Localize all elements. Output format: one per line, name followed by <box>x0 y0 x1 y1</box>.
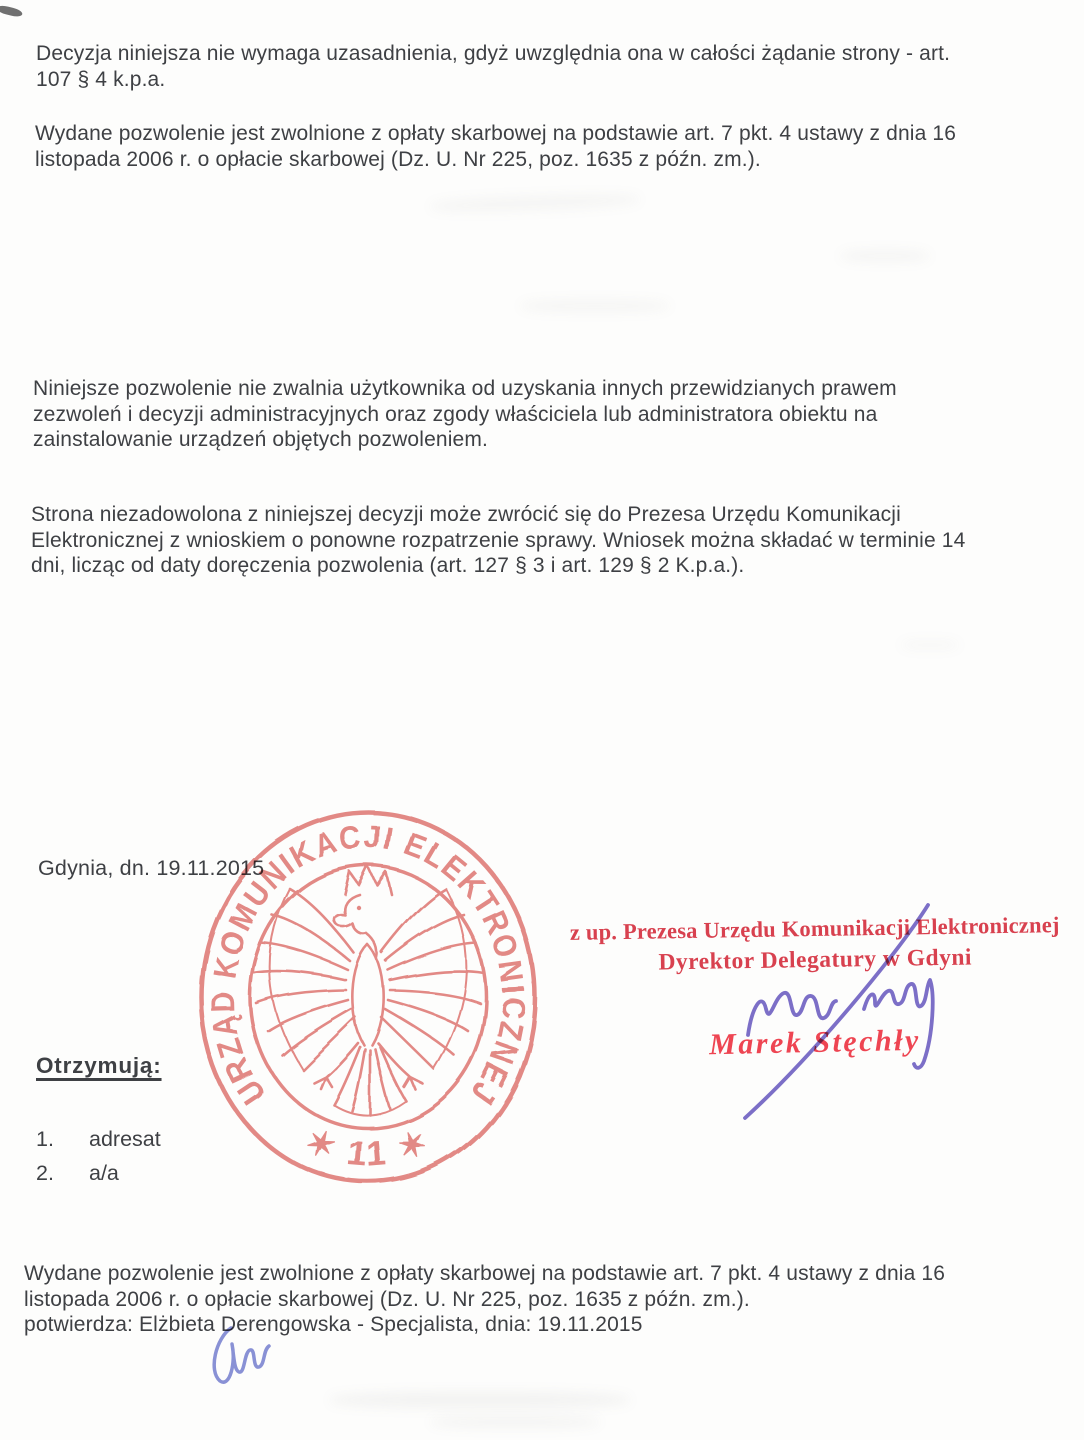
text-line: potwierdza: Elżbieta Derengowska - Specjalista, dnia: 19.11.2015 <box>24 1313 643 1336</box>
text-line: Niniejsze pozwolenie nie zwalnia użytkownika od uzyskania innych przewidzianych prawem <box>33 377 897 400</box>
signer-name-stamp: Marek Stęchły <box>708 1023 922 1062</box>
place-and-date: Gdynia, dn. 19.11.2015 <box>38 856 265 880</box>
scan-bleedthrough <box>900 640 960 650</box>
stamp-number: ✶ 11 ✶ <box>299 1119 437 1175</box>
recipient-number: 1. <box>36 1127 54 1151</box>
text-line: listopada 2006 r. o opłacie skarbowej (Dz. U. Nr 225, poz. 1635 z późn. zm.). <box>24 1287 750 1311</box>
text-line: listopada 2006 r. o opłacie skarbowej (Dz. U. Nr 225, poz. 1635 z późn. zm.). <box>35 147 761 171</box>
text-line: Decyzja niniejsza nie wymaga uzasadnienia, gdyż uwzględnia ona w całości żądanie strony - art. <box>36 42 951 65</box>
scan-bleedthrough <box>430 192 640 213</box>
stamp-ring-text: URZĄD KOMUNIKACJI ELEKTRONICZNEJ <box>203 817 533 1114</box>
text-line: zainstalowanie urządzeń objętych pozwoleniem. <box>33 428 489 451</box>
footer-confirmation <box>24 1261 945 1338</box>
scan-bleedthrough <box>520 300 670 312</box>
scan-bleedthrough <box>840 250 930 262</box>
paragraph-fee-exemption <box>35 121 956 172</box>
paragraph-permit-scope <box>33 376 897 453</box>
clerk-initials-signature <box>198 1316 282 1404</box>
scan-corner-artifact <box>0 4 23 18</box>
text-line: zezwoleń i decyzji administracyjnych oraz zgody właściciela lub administratora obiektu na <box>33 402 878 426</box>
recipients-heading: Otrzymują: <box>36 1053 162 1078</box>
recipient-number: 2. <box>36 1161 54 1185</box>
text-line: Wydane pozwolenie jest zwolnione z opłaty skarbowej na podstawie art. 7 pkt. 4 ustawy z dnia 16 <box>35 122 957 145</box>
recipient-label: adresat <box>89 1127 161 1151</box>
text-line: Wydane pozwolenie jest zwolnione z opłaty skarbowej na podstawie art. 7 pkt. 4 ustawy z dnia 16 <box>24 1262 946 1285</box>
text-line: 107 § 4 k.p.a. <box>36 67 166 91</box>
text-line: Strona niezadowolona z niniejszej decyzji może zwrócić się do Prezesa Urzędu Komunikacji <box>31 503 901 526</box>
recipient-row <box>36 1127 161 1152</box>
paragraph-no-justification <box>36 41 950 92</box>
recipient-row <box>36 1161 119 1186</box>
scan-bleedthrough <box>330 1392 630 1408</box>
scan-bleedthrough <box>430 1416 600 1428</box>
authorization-line: z up. Prezesa Urzędu Komunikacji Elektronicznej <box>569 912 1060 945</box>
recipient-label: a/a <box>89 1161 119 1185</box>
paragraph-appeal-rights <box>31 502 965 579</box>
text-line: dni, licząc od daty doręczenia pozwolenia (art. 127 § 3 i art. 129 § 2 K.p.a.). <box>31 554 745 577</box>
authorization-line: Dyrektor Delegatury w Gdyni <box>658 944 973 976</box>
text-line: Elektronicznej z wnioskiem o ponowne rozpatrzenie sprawy. Wniosek można składać w terminie 14 <box>31 528 966 552</box>
director-handwritten-signature <box>690 875 960 1145</box>
official-round-stamp <box>176 795 560 1199</box>
stamp-inner-ring <box>250 866 486 1128</box>
